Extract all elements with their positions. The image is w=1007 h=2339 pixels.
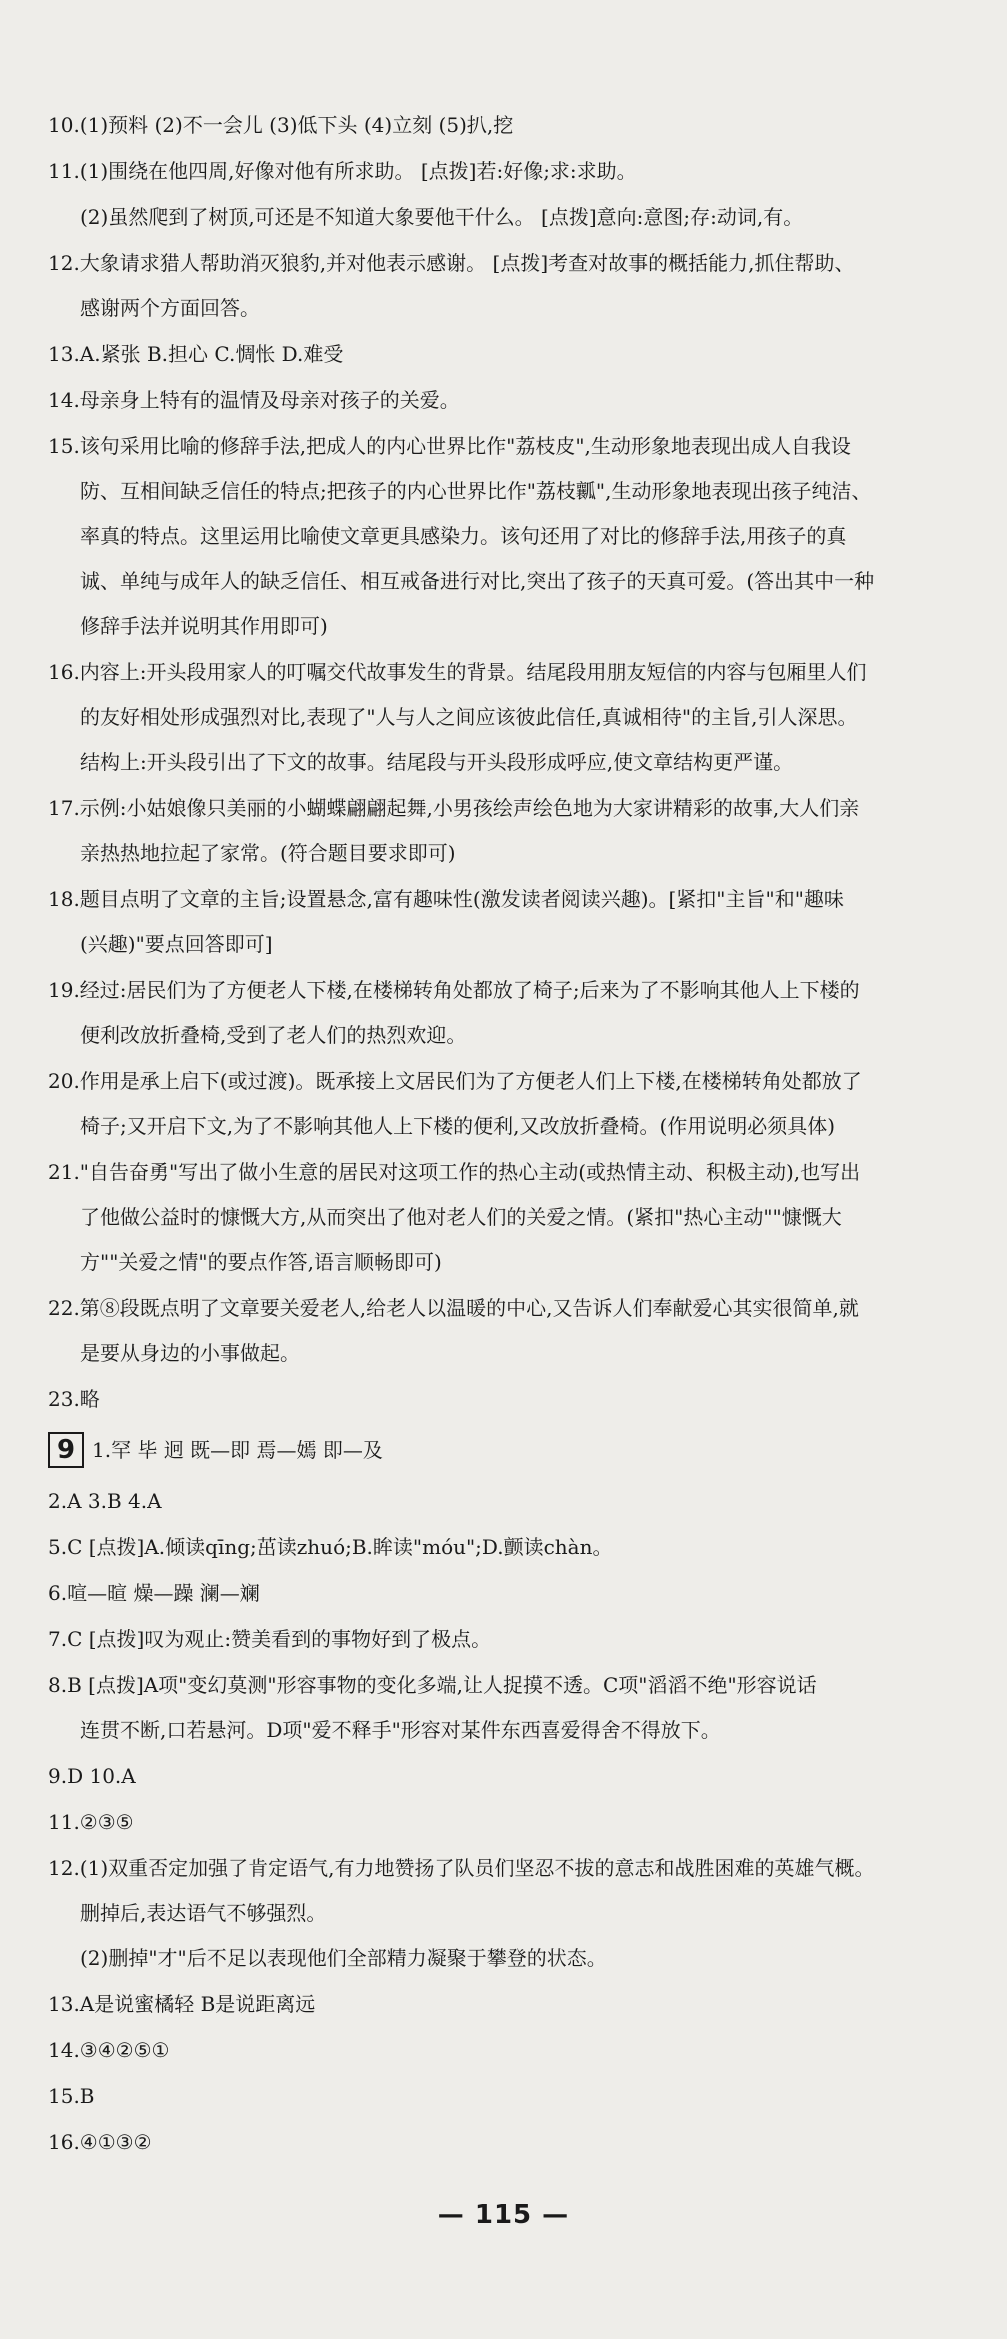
answer-line: 15.该句采用比喻的修辞手法,把成人的内心世界比作"荔枝皮",生动形象地表现出成人自我设: [48, 434, 851, 458]
answer-line: 20.作用是承上启下(或过渡)。既承接上文居民们为了方便老人们上下楼,在楼梯转角处都放了: [48, 1069, 862, 1093]
answer-line: 19.经过:居民们为了方便老人下楼,在楼梯转角处都放了椅子;后来为了不影响其他人上下楼的: [48, 978, 860, 1002]
page-number: — 115 —: [437, 2200, 570, 2230]
answer-line: 感谢两个方面回答。: [80, 296, 260, 320]
answer-line: 10.(1)预料 (2)不一会儿 (3)低下头 (4)立刻 (5)扒,挖: [48, 113, 514, 137]
answer-line: 14.母亲身上特有的温情及母亲对孩子的关爱。: [48, 388, 460, 412]
answer-line: (2)虽然爬到了树顶,可还是不知道大象要他干什么。 [点拨]意向:意图;存:动词,有。: [80, 205, 804, 229]
answer-line: 便利改放折叠椅,受到了老人们的热烈欢迎。: [80, 1023, 467, 1047]
answer-line: 的友好相处形成强烈对比,表现了"人与人之间应该彼此信任,真诚相待"的主旨,引人深思。: [80, 705, 858, 729]
answer-line: (2)删掉"才"后不足以表现他们全部精力凝聚于攀登的状态。: [80, 1946, 607, 1970]
answer-line: 11.(1)围绕在他四周,好像对他有所求助。 [点拨]若:好像;求:求助。: [48, 159, 637, 183]
answer-line: 12.(1)双重否定加强了肯定语气,有力地赞扬了队员们坚忍不拔的意志和战胜困难的英雄气概。: [48, 1856, 875, 1880]
section-header: [48, 1432, 967, 1468]
answer-line: 亲热热地拉起了家常。(符合题目要求即可): [80, 841, 456, 865]
answer-line: 方""关爱之情"的要点作答,语言顺畅即可): [80, 1250, 442, 1274]
answer-line: 6.喧—暄 燥—躁 澜—斓: [48, 1581, 260, 1605]
section-number-badge: 9: [48, 1432, 84, 1468]
answer-line: 5.C [点拨]A.倾读qīng;茁读zhuó;B.眸读"móu";D.颤读chàn。: [48, 1535, 613, 1559]
answer-line: 连贯不断,口若悬河。D项"爱不释手"形容对某件东西喜爱得舍不得放下。: [80, 1718, 721, 1742]
answer-line: 13.A.紧张 B.担心 C.惆怅 D.难受: [48, 342, 344, 366]
answer-line: 16.内容上:开头段用家人的叮嘱交代故事发生的背景。结尾段用朋友短信的内容与包厢里人们: [48, 660, 867, 684]
answer-line: 18.题目点明了文章的主旨;设置悬念,富有趣味性(激发读者阅读兴趣)。[紧扣"主旨"和"趣味: [48, 887, 844, 911]
answer-line: 防、互相间缺乏信任的特点;把孩子的内心世界比作"荔枝瓤",生动形象地表现出孩子纯洁、: [80, 479, 872, 503]
answer-line: 修辞手法并说明其作用即可): [80, 614, 328, 638]
answer-line: 15.B: [48, 2084, 95, 2108]
answer-line: 1.罕 毕 迥 既—即 焉—嫣 即—及: [92, 1438, 383, 1462]
answer-line: 21."自告奋勇"写出了做小生意的居民对这项工作的热心主动(或热情主动、积极主动),也写出: [48, 1160, 861, 1184]
answer-line: 13.A是说蜜橘轻 B是说距离远: [48, 1992, 316, 2016]
answer-line: 11.②③⑤: [48, 1810, 134, 1834]
answer-line: 14.③④②⑤①: [48, 2038, 170, 2062]
answer-line: 9.D 10.A: [48, 1764, 136, 1788]
answer-line: 22.第⑧段既点明了文章要关爱老人,给老人以温暖的中心,又告诉人们奉献爱心其实很简单,就: [48, 1296, 859, 1320]
answer-line: 17.示例:小姑娘像只美丽的小蝴蝶翩翩起舞,小男孩绘声绘色地为大家讲精彩的故事,大人们亲: [48, 796, 860, 820]
answer-line: 删掉后,表达语气不够强烈。: [80, 1901, 327, 1925]
answer-line: 7.C [点拨]叹为观止:赞美看到的事物好到了极点。: [48, 1627, 492, 1651]
answer-line: 是要从身边的小事做起。: [80, 1341, 300, 1365]
answer-line: (兴趣)"要点回答即可]: [80, 932, 273, 956]
answer-line: 12.大象请求猎人帮助消灭狼豹,并对他表示感谢。 [点拨]考查对故事的概括能力,抓住帮助、: [48, 251, 855, 275]
answer-line: 8.B [点拨]A项"变幻莫测"形容事物的变化多端,让人捉摸不透。C项"滔滔不绝"形容说话: [48, 1673, 817, 1697]
answer-line: 16.④①③②: [48, 2130, 152, 2154]
answer-line: 2.A 3.B 4.A: [48, 1489, 162, 1513]
answer-line: 了他做公益时的慷慨大方,从而突出了他对老人们的关爱之情。(紧扣"热心主动""慷慨大: [80, 1205, 842, 1229]
answer-line: 椅子;又开启下文,为了不影响其他人上下楼的便利,又改放折叠椅。(作用说明必须具体): [80, 1114, 836, 1138]
answer-line: 23.略: [48, 1387, 100, 1411]
answer-line: 结构上:开头段引出了下文的故事。结尾段与开头段形成呼应,使文章结构更严谨。: [80, 750, 794, 774]
answer-line: 率真的特点。这里运用比喻使文章更具感染力。该句还用了对比的修辞手法,用孩子的真: [80, 524, 847, 548]
answer-line: 诚、单纯与成年人的缺乏信任、相互戒备进行对比,突出了孩子的天真可爱。(答出其中一种: [80, 569, 875, 593]
